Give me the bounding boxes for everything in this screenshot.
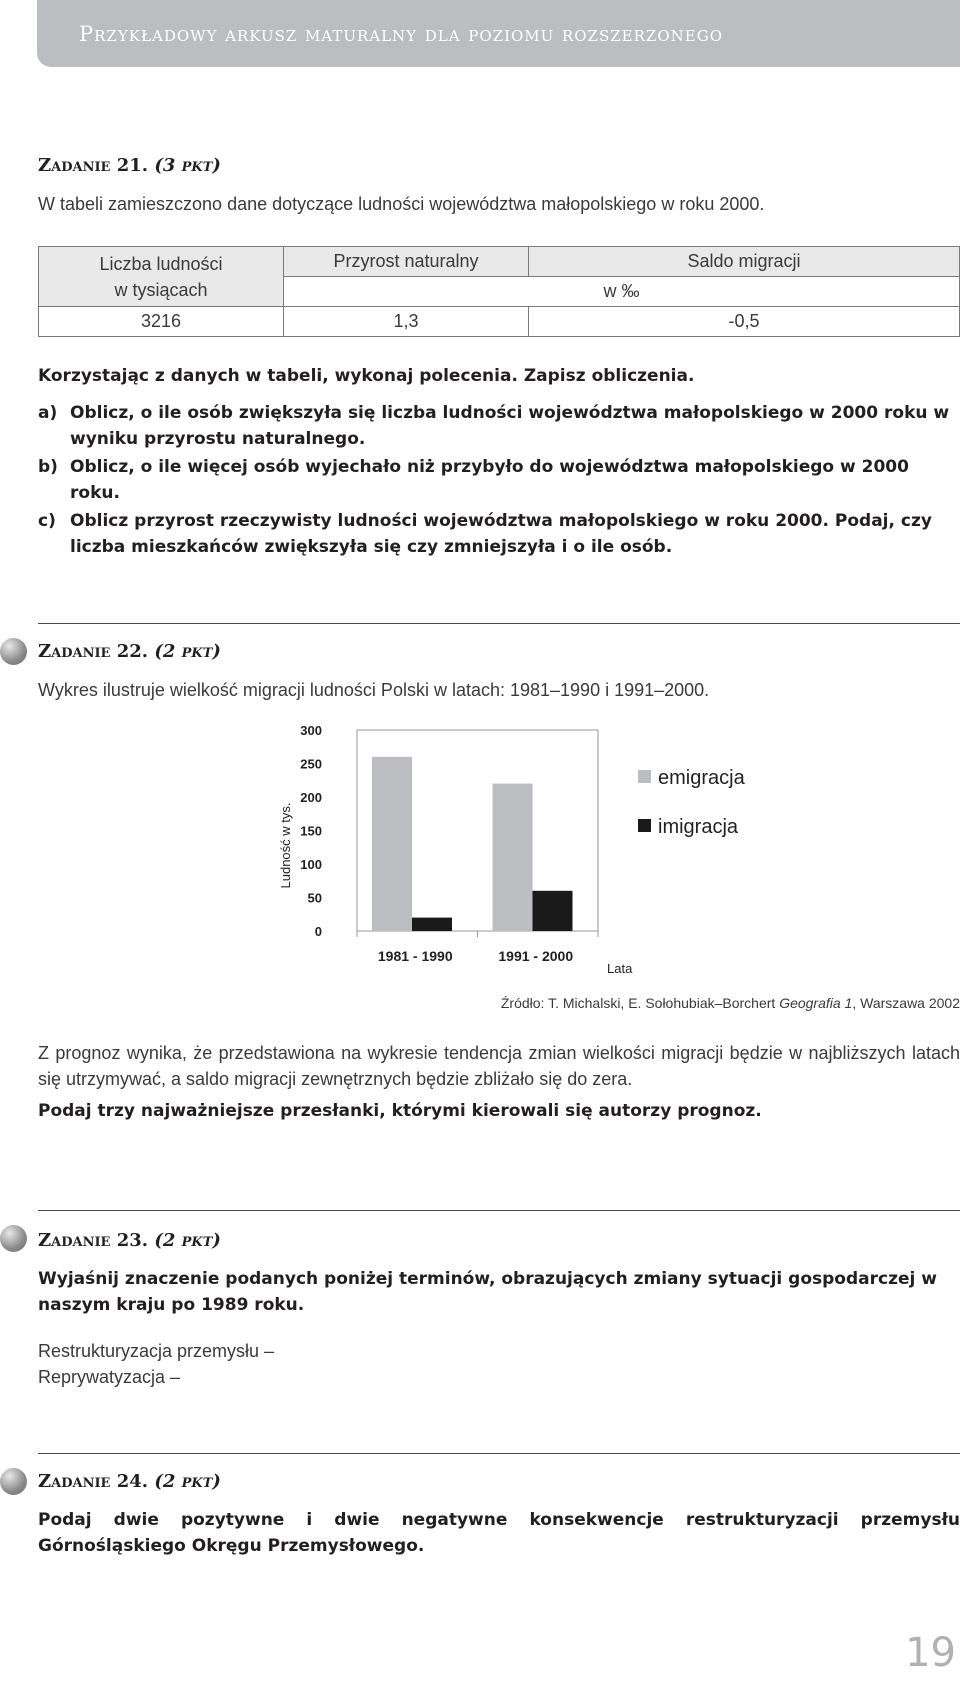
task22-title: Zadanie 22.	[38, 641, 149, 662]
task21-item-b	[38, 454, 960, 506]
population-table	[38, 246, 960, 337]
task22-question: Podaj trzy najważniejsze przesłanki, którymi kierowali się autorzy prognoz.	[38, 1101, 762, 1121]
x-category-label: 1991 - 2000	[498, 948, 574, 964]
bar-imigracja	[412, 918, 452, 931]
source-title: Geografia 1	[779, 995, 853, 1011]
divider	[38, 1453, 960, 1454]
task21-items	[38, 400, 960, 562]
header-growth: Przyrost naturalny	[284, 247, 529, 277]
item-letter: c)	[38, 511, 56, 531]
divider	[38, 1210, 960, 1211]
chart-source	[501, 995, 960, 1011]
task24-title: Zadanie 24.	[38, 1471, 149, 1492]
cell-population: 3216	[39, 307, 284, 337]
legend-swatch-emigracja	[638, 770, 651, 783]
task21-item-c	[38, 508, 960, 560]
task24-question: Podaj dwie pozytywne i dwie negatywne konsekwencje restrukturyzacji przemysłu Górnośląskiego Okręgu Przemysłowego.	[38, 1510, 960, 1556]
task22-heading	[38, 641, 221, 662]
header-population-line1: Liczba ludności	[99, 253, 223, 274]
task24-points: (2 pkt)	[154, 1471, 221, 1492]
header-population-line2: w tysiącach	[114, 279, 208, 300]
item-text: Oblicz, o ile więcej osób wyjechało niż przybyło do województwa małopolskiego w 2000 roku.	[70, 457, 909, 503]
task23-term1: Restrukturyzacja przemysłu –	[38, 1341, 275, 1361]
task21-heading	[38, 155, 221, 176]
y-tick-label: 300	[300, 723, 322, 738]
task22-paragraph: Z prognoz wynika, że przedstawiona na wykresie tendencja zmian wielkości migracji będzie w najbliższych latach się utrzymywać, a saldo migracji zewnętrznych będzie zbliżało się do zera.	[38, 1043, 960, 1089]
bar-emigracja	[372, 757, 412, 931]
task23-title: Zadanie 23.	[38, 1230, 149, 1251]
y-tick-label: 200	[300, 790, 322, 805]
item-letter: a)	[38, 403, 58, 423]
item-letter: b)	[38, 457, 58, 477]
task21-intro: W tabeli zamieszczono dane dotyczące ludności województwa małopolskiego w roku 2000.	[38, 194, 765, 214]
item-text: Oblicz przyrost rzeczywisty ludności województwa małopolskiego w roku 2000. Podaj, czy liczba mieszkańców zwiększyła się czy zmniejszyła i o ile osób.	[70, 511, 932, 557]
task21-instruction: Korzystając z danych w tabeli, wykonaj polecenia. Zapisz obliczenia.	[38, 366, 695, 386]
legend-label-emigracja: emigracja	[658, 767, 745, 789]
header-title: Przykładowy arkusz maturalny dla poziomu rozszerzonego	[79, 22, 723, 46]
source-suffix: , Warszawa 2002	[852, 995, 960, 1011]
bullet-icon	[0, 1468, 27, 1495]
y-axis-label: Ludność w tys.	[278, 802, 293, 889]
y-tick-label: 250	[300, 756, 322, 772]
legend-swatch-imigracja	[638, 819, 651, 832]
x-axis-label: Lata	[607, 961, 633, 976]
unit-cell: w ‰	[284, 277, 960, 307]
cell-migration: -0,5	[529, 307, 960, 337]
legend-label-imigracja: imigracja	[658, 816, 739, 838]
task23-heading	[38, 1230, 221, 1251]
task21-item-a	[38, 400, 960, 452]
y-tick-label: 150	[300, 823, 322, 839]
task21-title: Zadanie 21.	[38, 155, 149, 176]
page-header	[37, 0, 960, 67]
task23-question: Wyjaśnij znaczenie podanych poniżej terminów, obrazujących zmiany sytuacji gospodarczej w naszym kraju po 1989 roku.	[38, 1269, 937, 1315]
migration-chart	[280, 720, 800, 980]
header-population	[39, 247, 284, 307]
source-prefix: Źródło: T. Michalski, E. Sołohubiak–Borchert	[500, 995, 780, 1011]
bullet-icon	[0, 1225, 27, 1252]
y-tick-label: 100	[300, 857, 322, 872]
header-migration: Saldo migracji	[529, 247, 960, 277]
page-number: 19	[905, 1630, 956, 1676]
cell-growth: 1,3	[284, 307, 529, 337]
task21-points: (3 pkt)	[154, 155, 221, 176]
task22-intro: Wykres ilustruje wielkość migracji ludności Polski w latach: 1981–1990 i 1991–2000.	[38, 680, 710, 700]
item-text: Oblicz, o ile osób zwiększyła się liczba ludności województwa małopolskiego w 2000 roku w wyniku przyrostu naturalnego.	[70, 403, 950, 449]
task24-heading	[38, 1471, 221, 1492]
task23-points: (2 pkt)	[154, 1230, 221, 1251]
task22-points: (2 pkt)	[154, 641, 221, 662]
bar-emigracja	[493, 784, 533, 931]
task23-term2: Reprywatyzacja –	[38, 1367, 181, 1387]
y-tick-label: 50	[307, 890, 322, 906]
x-category-label: 1981 - 1990	[377, 948, 453, 964]
y-tick-label: 0	[314, 924, 322, 939]
bar-imigracja	[533, 891, 573, 931]
bullet-icon	[0, 638, 27, 665]
divider	[38, 623, 960, 624]
